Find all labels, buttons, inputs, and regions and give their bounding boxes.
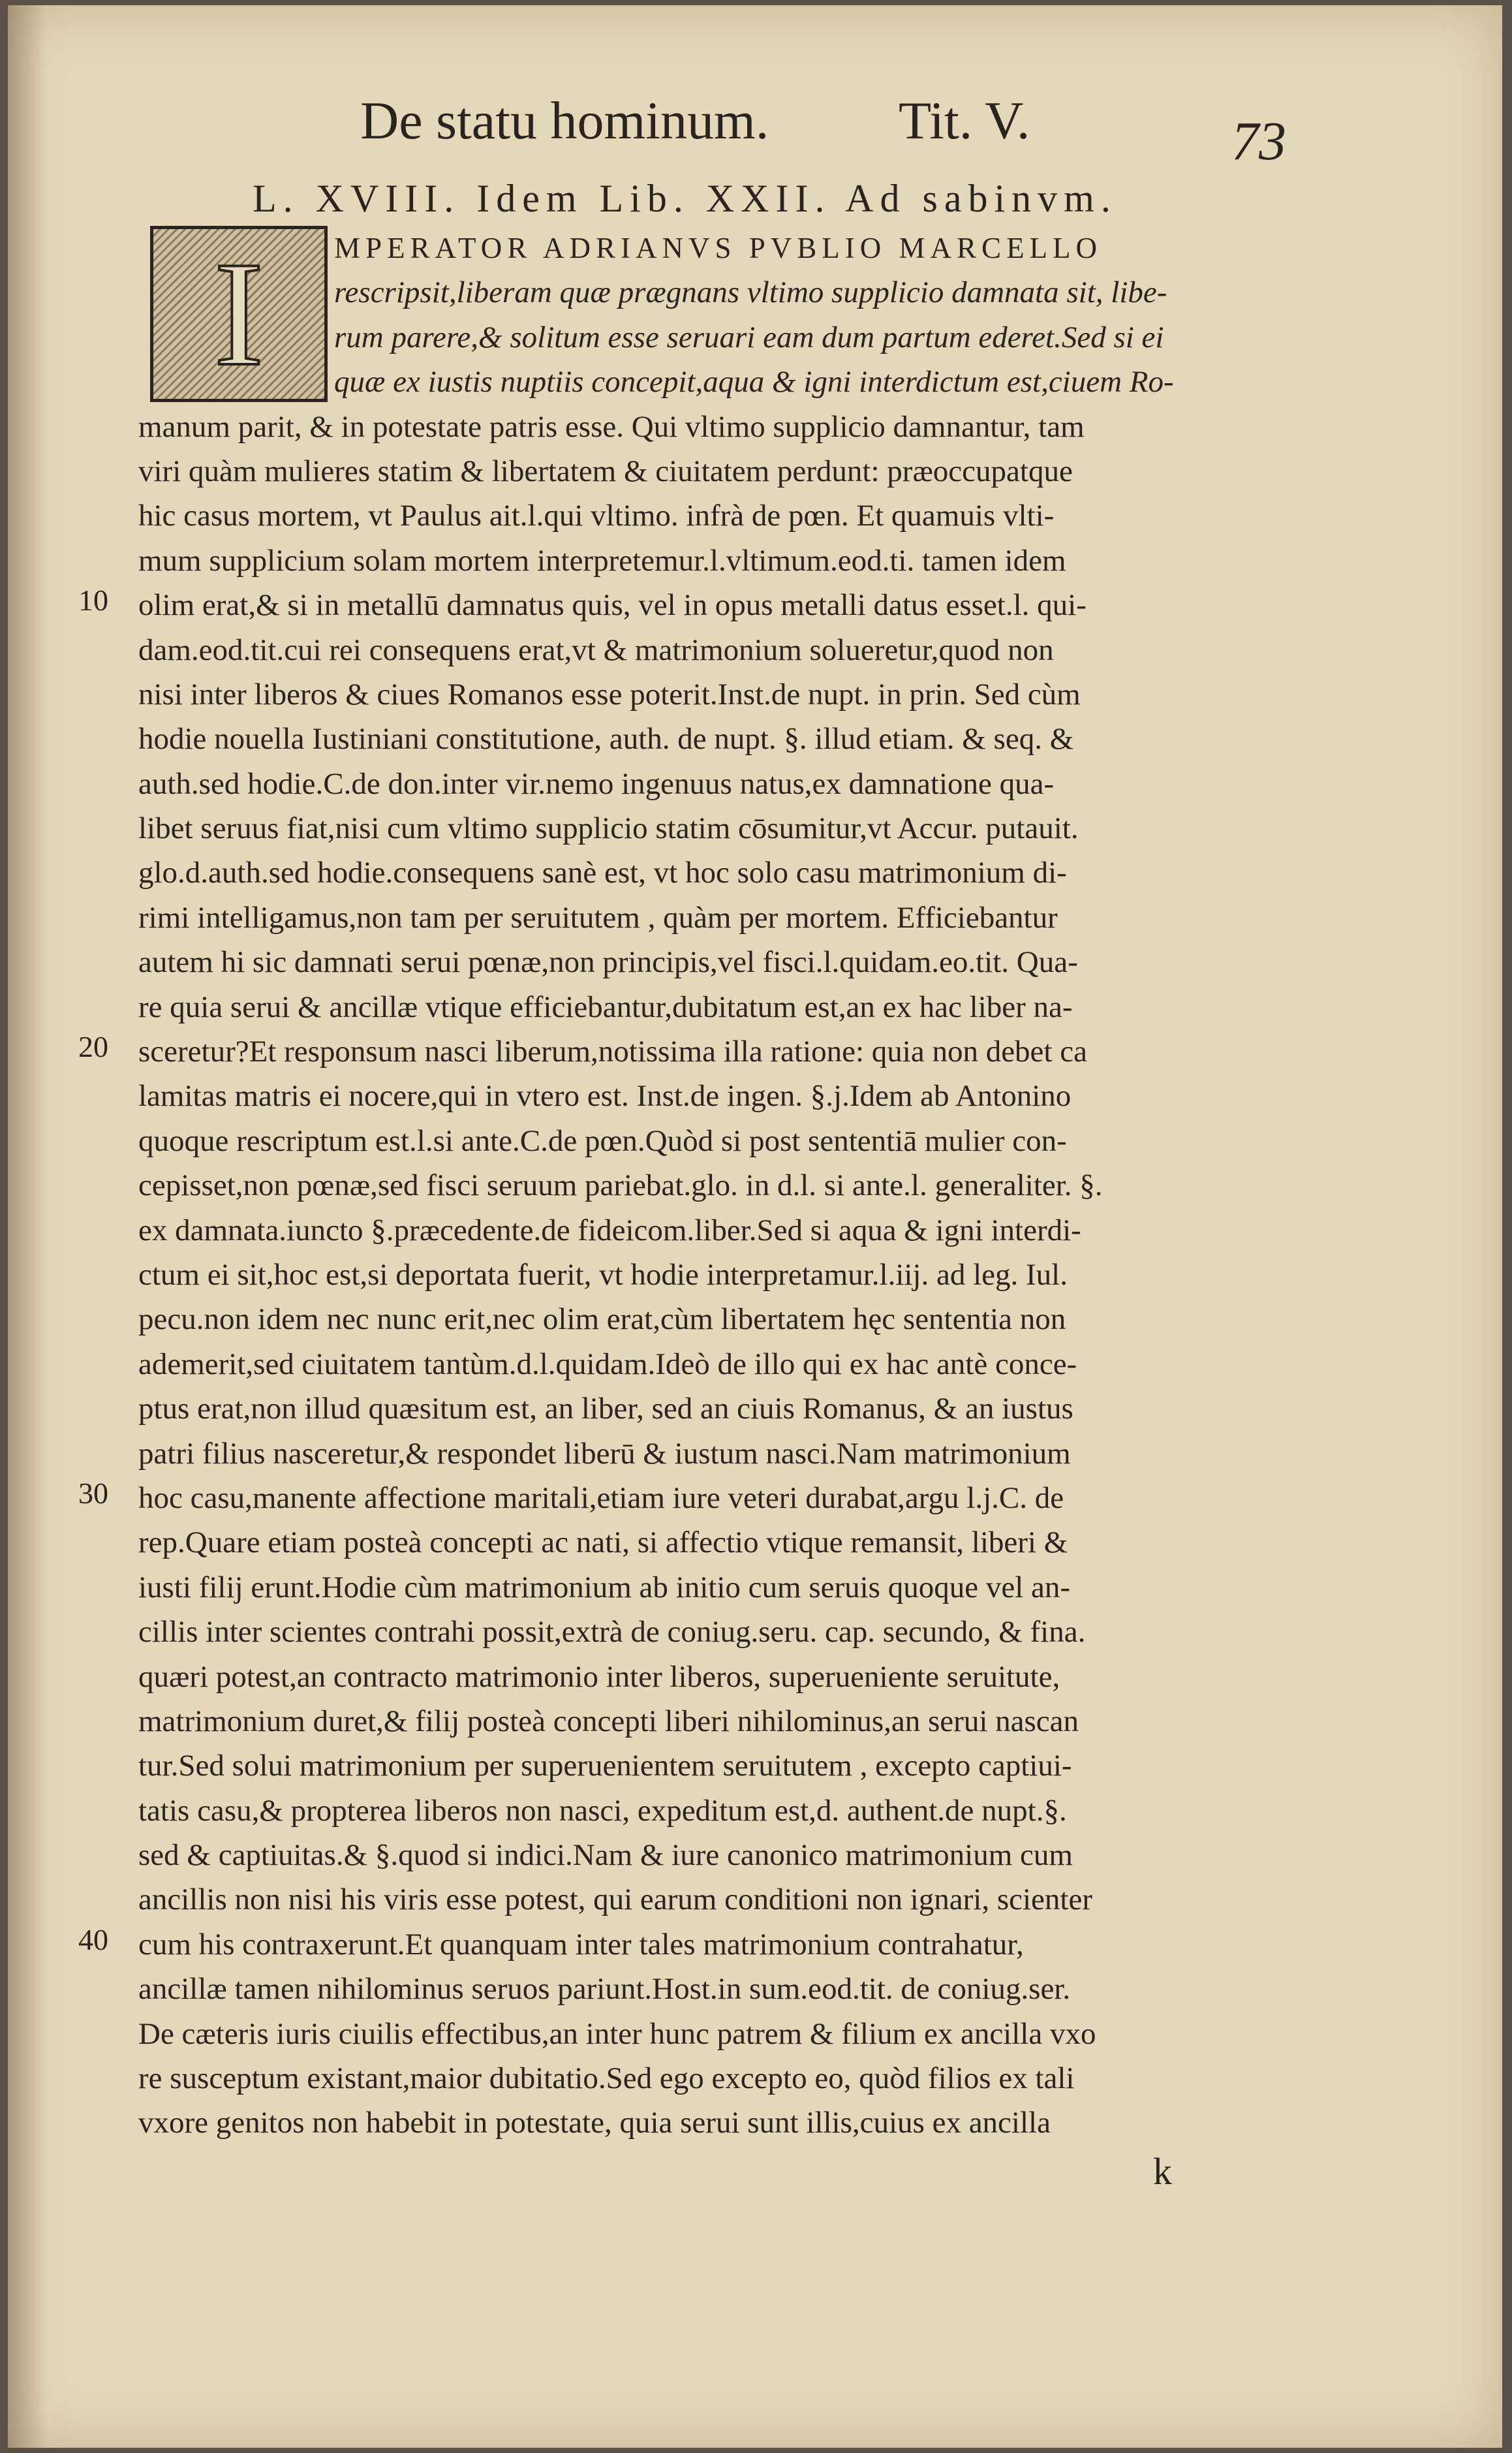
text-line: olim erat,& si in metallū damnatus quis, vel in opus metalli datus esset.l. qui- — [138, 588, 1087, 623]
text-line: rimi intelligamus,non tam per seruitutem , quàm per mortem. Efficiebantur — [138, 900, 1058, 935]
text-line: auth.sed hodie.C.de don.inter vir.nemo ingenuus natus,ex damnatione qua- — [138, 766, 1055, 801]
text-line: patri filius nasceretur,& respondet liberū & iustum nasci.Nam matrimonium — [138, 1436, 1071, 1471]
text-line: iusti filij erunt.Hodie cùm matrimonium ab initio cum seruis quoque vel an- — [138, 1570, 1071, 1604]
text-line: hoc casu,manente affectione maritali,etiam iure veteri durabat,argu l.j.C. de — [138, 1480, 1064, 1515]
text-line: glo.d.auth.sed hodie.consequens sanè est, vt hoc solo casu matrimonium di- — [138, 856, 1067, 890]
text-line: cum his contraxerunt.Et quanquam inter tales matrimonium contrahatur, — [138, 1927, 1024, 1961]
text-line: quæri potest,an contracto matrimonio inter liberos, superueniente seruitute, — [138, 1659, 1060, 1694]
text-line: dam.eod.tit.cui rei consequens erat,vt & matrimonium solueretur,quod non — [138, 633, 1054, 667]
text-line: viri quàm mulieres statim & libertatem & ciuitatem perdunt: præoccupatque — [138, 454, 1073, 488]
text-line: matrimonium duret,& filij posteà concepti liberi nihilominus,an serui nascan — [138, 1704, 1079, 1738]
initial-letter: I — [213, 230, 264, 397]
margin-line-number: 10 — [78, 584, 108, 617]
text-line: rum parere,& solitum esse seruari eam dum partum ederet.Sed si ei — [334, 320, 1164, 354]
text-line: mum supplicium solam mortem interpretemur.l.vltimum.eod.ti. tamen idem — [138, 543, 1066, 578]
text-line: tur.Sed solui matrimonium per superuenientem seruitutem , excepto captiui- — [138, 1749, 1072, 1783]
text-line: ptus erat,non illud quæsitum est, an liber, sed an ciuis Romanus, & an iustus — [138, 1392, 1073, 1426]
text-line: cepisset,non pœnæ,sed fisci seruum pariebat.glo. in d.l. si ante.l. generaliter. §. — [138, 1168, 1103, 1203]
catchword: k — [1153, 2150, 1172, 2193]
lex-heading: L. XVIII. Idem Lib. XXII. Ad sabinvm. — [253, 177, 1117, 220]
text-line: manum parit, & in potestate patris esse. Qui vltimo supplicio damnantur, tam — [138, 409, 1085, 444]
text-line: MPERATOR ADRIANVS PVBLIO MARCELLO — [334, 232, 1103, 264]
text-line: lamitas matris ei nocere,qui in vtero est. Inst.de ingen. §.j.Idem ab Antonino — [138, 1079, 1072, 1114]
page-header — [360, 90, 1287, 172]
text-line: ctum ei sit,hoc est,si deportata fuerit, vt hodie interpretamur.l.iij. ad leg. Iul. — [138, 1257, 1068, 1292]
title-number: Tit. V. — [899, 91, 1030, 150]
text-line: autem hi sic damnati serui pœnæ,non principis,vel fisci.l.quidam.eo.tit. Qua- — [138, 945, 1078, 980]
text-line: re susceptum existant,maior dubitatio.Sed ego excepto eo, quòd filios ex tali — [138, 2061, 1075, 2096]
text-line: hic casus mortem, vt Paulus ait.l.qui vltimo. infrà de pœn. Et quamuis vlti- — [138, 499, 1055, 533]
text-line: quoque rescriptum est.l.si ante.C.de pœn.Quòd si post sententiā mulier con- — [138, 1123, 1067, 1158]
text-line: rescripsit,liberam quæ prægnans vltimo supplicio damnata sit, libe- — [334, 275, 1167, 310]
text-line: ancillæ tamen nihilominus seruos pariunt.Host.in sum.eod.tit. de coniug.ser. — [138, 1972, 1071, 2007]
text-line: re quia serui & ancillæ vtique efficiebantur,dubitatum est,an ex hac liber na- — [138, 990, 1073, 1024]
text-line: pecu.non idem nec nunc erit,nec olim erat,cùm libertatem hęc sententia non — [138, 1302, 1066, 1337]
text-line: nisi inter liberos & ciues Romanos esse poterit.Inst.de nupt. in prin. Sed cùm — [138, 677, 1081, 711]
text-line: ex damnata.iuncto §.præcedente.de fideicom.liber.Sed si aqua & igni interdi- — [138, 1213, 1081, 1247]
text-line: quæ ex iustis nuptiis concepit,aqua & igni interdictum est,ciuem Ro- — [334, 365, 1174, 399]
text-line: sed & captiuitas.& §.quod si indici.Nam & iure canonico matrimonium cum — [138, 1838, 1073, 1873]
margin-line-number: 40 — [78, 1923, 108, 1956]
page-gutter-shadow — [8, 5, 47, 2448]
text-line: sceretur?Et responsum nasci liberum,notissima illa ratione: quia non debet ca — [138, 1035, 1087, 1069]
text-line: ademerit,sed ciuitatem tantùm.d.l.quidam.Ideò de illo qui ex hac antè conce- — [138, 1347, 1077, 1381]
folio-number: 73 — [1231, 111, 1286, 172]
text-line: ancillis non nisi his viris esse potest, qui earum conditioni non ignari, scienter — [138, 1883, 1092, 1917]
text-line: rep.Quare etiam posteà concepti ac nati, si affectio vtique remansit, liberi & — [138, 1525, 1068, 1560]
text-line: vxore genitos non habebit in potestate, quia serui sunt illis,cuius ex ancilla — [138, 2106, 1051, 2140]
text-line: hodie nouella Iustiniani constitutione, auth. de nupt. §. illud etiam. & seq. & — [138, 722, 1074, 757]
book-page — [8, 5, 1502, 2448]
text-line: libet seruus fiat,nisi cum vltimo supplicio statim cōsumitur,vt Accur. putauit. — [138, 811, 1079, 846]
margin-line-number: 20 — [78, 1030, 108, 1063]
text-line: cillis inter scientes contrahi possit,extrà de coniug.seru. cap. secundo, & fina. — [138, 1615, 1086, 1649]
margin-line-number: 30 — [78, 1476, 108, 1510]
running-title: De statu hominum. — [360, 91, 769, 150]
body-text — [138, 226, 1267, 2146]
text-line: tatis casu,& propterea liberos non nasci, expeditum est,d. authent.de nupt.§. — [138, 1793, 1067, 1828]
text-line: De cæteris iuris ciuilis effectibus,an inter hunc patrem & filium ex ancilla vxo — [138, 2016, 1096, 2051]
